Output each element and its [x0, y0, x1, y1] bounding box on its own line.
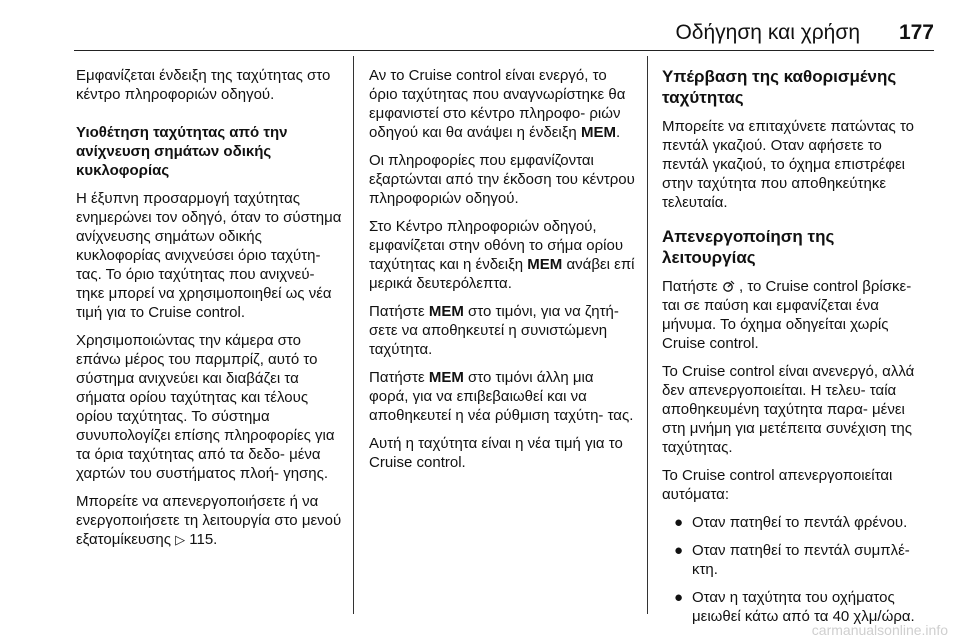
mem-indicator: MEM — [580, 124, 616, 141]
list-item — [662, 588, 932, 626]
column-divider-2 — [647, 56, 648, 614]
paragraph-text: στο τιμόνι, για να ζητή- σετε να αποθηκευτεί η συνιστώμενη ταχύτητα. — [369, 303, 619, 358]
bullet-icon: ● — [674, 589, 684, 606]
paragraph-text: Μπορείτε να απενεργοποιήσετε ή να ενεργοποιήσετε τη λειτουργία στο μενού εξατομίκευσης — [76, 493, 342, 548]
paragraph-text: . — [615, 124, 621, 141]
mem-indicator: MEM — [527, 256, 563, 273]
paragraph: Μπορείτε να επιταχύνετε πατώντας το πεντάλ γκαζιού. Οταν αφήσετε το πεντάλ γκαζιού, το όχημα επιστρέφει στην ταχύτητα που αποθηκεύτηκε τελευταία. — [662, 118, 915, 211]
paragraph — [369, 368, 635, 425]
section-heading: Υπέρβαση της καθορισμένης ταχύτητας — [662, 67, 897, 107]
page-header — [0, 0, 960, 44]
paragraph — [369, 302, 635, 359]
chapter-title: Οδήγηση και χρήση — [675, 21, 860, 44]
bullet-icon: ● — [674, 514, 684, 531]
paragraph: Χρησιμοποιώντας την κάμερα στο επάνω μέρος του παρμπρίζ, αυτό το σύστημα ανιχνεύει και διαβάζει τα σήματα ορίου ταχύτητας και τέλους ορίου ταχύτητας. Το σύστημα συνυπολογίζει επίσης πληροφορίες για τα όρια ταχύτητας από τα δεδο- μένα χαρτών του συστήματος πλοή- γησης. — [76, 332, 335, 482]
paragraph-text: Αν το Cruise control είναι ενεργό, το όριο ταχύτητας που αναγνωρίστηκε θα εμφανιστεί στο κέντρο πληροφο- ριών οδηγού και θα ανάψει η ένδειξη — [369, 67, 626, 141]
column-1 — [76, 66, 346, 558]
paragraph-text: στο τιμόνι άλλη μια φορά, για να επιβεβαιωθεί και να αποθηκευτεί η νέα ρύθμιση ταχύτη- τας. — [369, 369, 634, 424]
list-item-text: Οταν η ταχύτητα του οχήματος μειωθεί κάτω από τα 40 χλμ/ώρα. — [692, 589, 915, 625]
section-heading: Υιοθέτηση ταχύτητας από την ανίχνευση σημάτων οδικής κυκλοφορίας — [76, 124, 288, 179]
page-number: 177 — [898, 21, 934, 44]
section-heading: Απενεργοποίηση της λειτουργίας — [662, 227, 835, 267]
paragraph-text: ανάβει επί μερικά δευτερόλεπτα. — [369, 256, 635, 292]
mem-button-label: MEM — [428, 369, 464, 386]
header-rule — [74, 50, 934, 51]
paragraph: Εμφανίζεται ένδειξη της ταχύτητας στο κέντρο πληροφοριών οδηγού. — [76, 67, 331, 103]
column-2 — [369, 66, 635, 481]
watermark: carmanualsonline.info — [811, 622, 948, 638]
bullet-list — [662, 513, 932, 626]
paragraph: Η έξυπνη προσαρμογή ταχύτητας ενημερώνει τον οδηγό, όταν το σύστημα ανίχνευσης σημάτων οδικής κυκλοφορίας ανιχνεύσει όριο ταχύτη- τας. Το όριο ταχύτητας που ανιχνεύ- τηκε μπορεί να χρησιμοποιηθεί ως νέα τιμή για το Cruise control. — [76, 190, 342, 321]
page-reference[interactable]: 115. — [189, 531, 218, 548]
list-item — [662, 513, 932, 532]
arrow-reference-icon[interactable]: ▷ — [175, 532, 186, 547]
paragraph-text: , το Cruise control βρίσκε- ται σε παύση και εμφανίζεται ένα μήνυμα. Το όχημα οδηγείται χωρίς Cruise control. — [662, 278, 912, 352]
paragraph — [662, 277, 932, 353]
paragraph — [369, 217, 635, 293]
paragraph: Το Cruise control είναι ανενεργό, αλλά δεν απενεργοποιείται. Η τελευ- ταία αποθηκευμένη ταχύτητα παρα- μένει στη μνήμη για μετέπειτα συνέχιση της ταχύτητας. — [662, 363, 915, 456]
paragraph-text: Πατήστε — [369, 369, 425, 386]
paragraph-text: Στο Κέντρο πληροφοριών οδηγού, εμφανίζεται στην οθόνη το σήμα ορίου ταχύτητας και η ένδειξη — [369, 218, 624, 273]
paragraph: Οι πληροφορίες που εμφανίζονται εξαρτώνται από την έκδοση του κέντρου πληροφοριών οδηγού. — [369, 152, 635, 207]
list-item-text: Οταν πατηθεί το πεντάλ φρένου. — [692, 514, 908, 531]
cruise-off-icon — [722, 278, 739, 295]
column-divider-1 — [353, 56, 354, 614]
bullet-icon: ● — [674, 542, 684, 559]
paragraph — [369, 66, 635, 142]
paragraph — [76, 492, 346, 549]
paragraph: Αυτή η ταχύτητα είναι η νέα τιμή για το Cruise control. — [369, 435, 623, 471]
list-item-text: Οταν πατηθεί το πεντάλ συμπλέ- κτη. — [692, 542, 910, 578]
paragraph: Το Cruise control απενεργοποιείται αυτόματα: — [662, 467, 893, 503]
column-3 — [662, 66, 932, 635]
mem-button-label: MEM — [428, 303, 464, 320]
list-item — [662, 541, 932, 579]
paragraph-text: Πατήστε — [662, 278, 718, 295]
paragraph-text: Πατήστε — [369, 303, 425, 320]
